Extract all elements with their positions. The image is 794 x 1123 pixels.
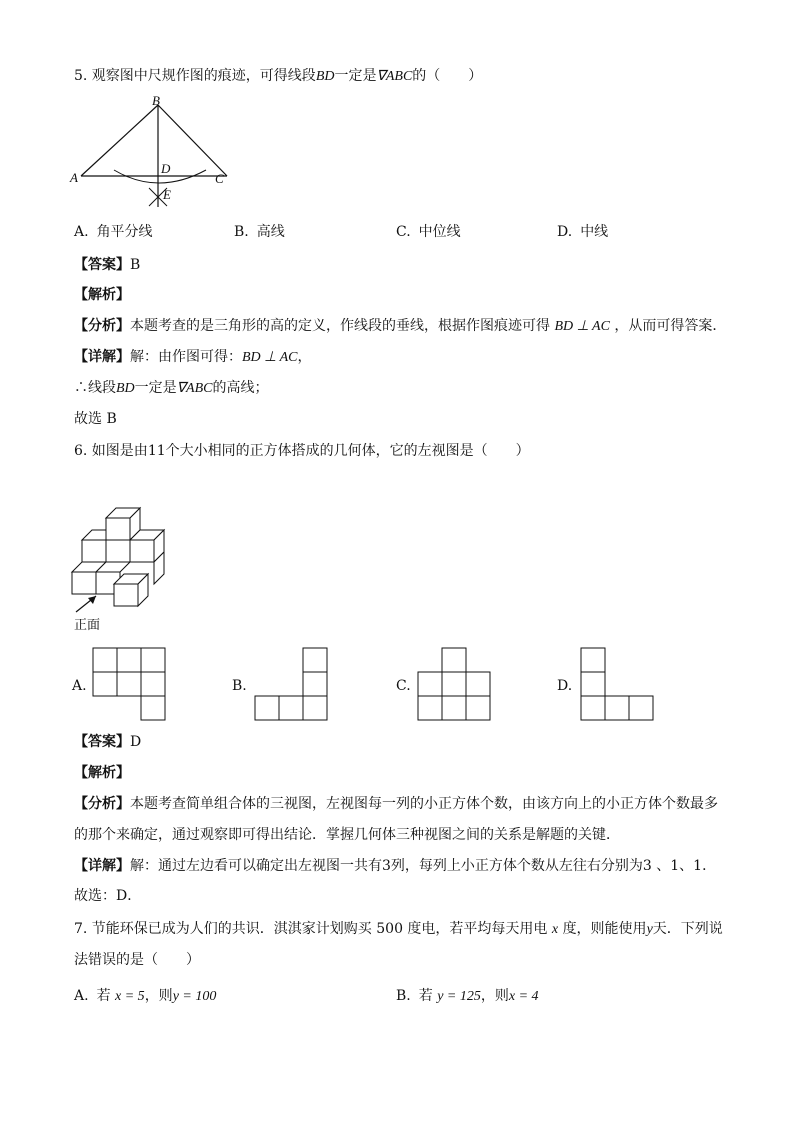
q5-final: 故选 B: [74, 411, 117, 427]
q7-stem-line1: 7. 节能环保已成为人们的共识．淇淇家计划购买 500 度电，若平均每天用电 x 度，则能使用y天．下列说: [74, 921, 723, 937]
q6-option-c-view[interactable]: [417, 647, 493, 723]
point-d-label: D: [161, 161, 171, 176]
q6-jiexi-tag: 【解析】: [74, 765, 130, 781]
q6-option-c-letter[interactable]: C.: [396, 678, 411, 694]
q5-stem: 5. 观察图中尺规作图的痕迹，可得线段BD一定是∇ABC的（ ）: [74, 68, 483, 84]
point-b-label: B: [152, 93, 160, 108]
q6-answer: 【答案】D: [74, 734, 142, 750]
q6-option-a-view[interactable]: [92, 647, 168, 723]
q6-final: 故选：D．: [74, 888, 142, 904]
q5-option-a[interactable]: A. 角平分线: [74, 224, 153, 240]
q5-detail: 【详解】解：由作图可得：BD ⊥ AC，: [74, 349, 312, 365]
point-e-label: E: [163, 187, 171, 202]
q6-option-d-letter[interactable]: D.: [557, 678, 573, 694]
q5-conclusion: ∴线段BD一定是∇ABC的高线；: [74, 380, 269, 396]
q6-analysis-line2: 的那个来确定，通过观察即可得出结论．掌握几何体三种视图之间的关系是解题的关键．: [74, 827, 620, 843]
q6-stem: 6. 如图是由11个大小相同的正方体搭成的几何体，它的左视图是（ ）: [74, 443, 530, 459]
q5-option-d[interactable]: D. 中线: [557, 224, 609, 240]
q6-option-b-view[interactable]: [254, 647, 330, 723]
point-c-label: C: [215, 171, 224, 186]
q5-answer: 【答案】B: [74, 257, 141, 273]
q6-option-a-letter[interactable]: A.: [72, 678, 87, 694]
q6-analysis-line1: 【分析】本题考查简单组合体的三视图，左视图每一列的小正方体个数，由该方向上的小正方体个数最多: [74, 796, 718, 812]
q6-detail: 【详解】解：通过左边看可以确定出左视图一共有3列，每列上小正方体个数从左往右分别为3 、1、1．: [74, 858, 717, 874]
q5-figure: [66, 92, 246, 212]
q5-option-c[interactable]: C. 中位线: [396, 224, 461, 240]
q7-option-a[interactable]: A. 若 x = 5，则y = 100: [74, 988, 217, 1004]
q5-analysis: 【分析】本题考查的是三角形的高的定义，作线段的垂线，根据作图痕迹可得 BD ⊥ AC ，从而可得答案．: [74, 318, 727, 334]
q7-stem-line2: 法错误的是（ ）: [74, 952, 200, 968]
q7-option-b[interactable]: B. 若 y = 125，则x = 4: [396, 988, 539, 1004]
point-a-label: A: [70, 170, 78, 185]
q6-option-b-letter[interactable]: B.: [232, 678, 247, 694]
front-label: 正面: [74, 618, 101, 633]
q6-option-d-view[interactable]: [580, 647, 656, 723]
q5-jiexi-tag: 【解析】: [74, 287, 130, 303]
q6-cube-figure: [68, 500, 178, 615]
q5-option-b[interactable]: B. 高线: [234, 224, 285, 240]
